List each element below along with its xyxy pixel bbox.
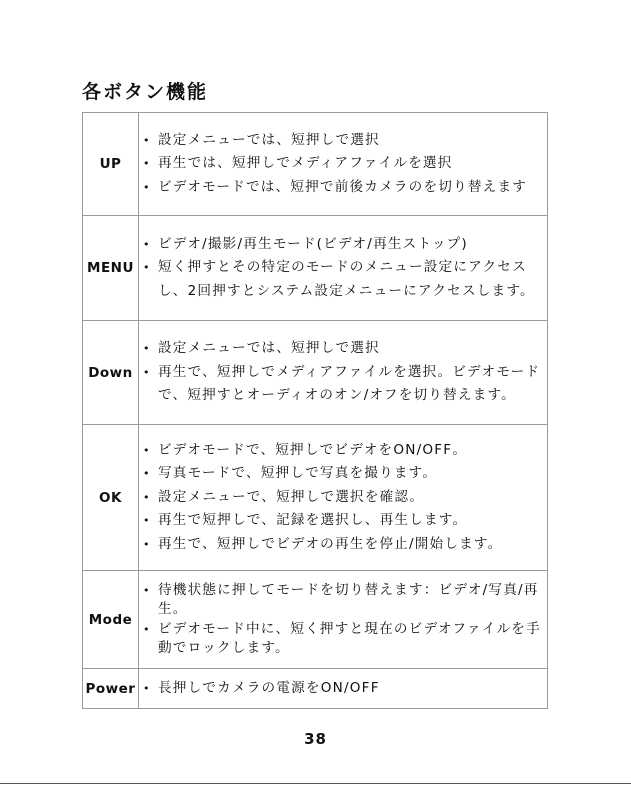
- button-name-power: Power: [83, 669, 139, 709]
- list-item: • ビデオ/撮影/再生モード(ビデオ/再生ストップ): [139, 233, 547, 257]
- table-row: [83, 425, 548, 571]
- list-item: • 設定メニューで、短押しで選択を確認。: [139, 486, 547, 510]
- table-row: [83, 216, 548, 321]
- list-item: • 設定メニューでは、短押しで選択: [139, 129, 547, 153]
- button-name-ok: OK: [83, 425, 139, 571]
- table-row: [83, 321, 548, 425]
- list-item: • 長押しでカメラの電源をON/OFF: [139, 677, 547, 701]
- list-item: • 設定メニューでは、短押しで選択: [139, 337, 547, 361]
- list-item: • 再生で、短押しでメディアファイルを選択。ビデオモードで、短押すとオーディオのオン/オフを切り替えます。: [139, 361, 547, 408]
- function-description: [139, 425, 548, 571]
- button-name-mode: Mode: [83, 571, 139, 669]
- list-item: • 待機状態に押してモードを切り替えます：ビデオ/写真/再生。: [139, 581, 547, 620]
- page-number: 38: [304, 730, 327, 748]
- function-description: [139, 669, 548, 709]
- button-function-table: [82, 112, 548, 709]
- table-row: [83, 113, 548, 216]
- function-description: [139, 571, 548, 669]
- list-item: • 再生で短押しで、記録を選択し、再生します。: [139, 509, 547, 533]
- table-row: [83, 571, 548, 669]
- list-item: • 写真モードで、短押しで写真を撮ります。: [139, 462, 547, 486]
- bottom-divider: [0, 783, 631, 784]
- list-item: • ビデオモードで、短押しでビデオをON/OFF。: [139, 439, 547, 463]
- function-description: [139, 216, 548, 321]
- button-name-down: Down: [83, 321, 139, 425]
- list-item: • 短く押すとその特定のモードのメニュー設定にアクセスし、2回押すとシステム設定メニューにアクセスします。: [139, 256, 547, 303]
- button-name-menu: MENU: [83, 216, 139, 321]
- table-row: [83, 669, 548, 709]
- page-title: 各ボタン機能: [82, 81, 209, 103]
- function-description: [139, 321, 548, 425]
- list-item: • ビデオモード中に、短く押すと現在のビデオファイルを手動でロックします。: [139, 620, 547, 659]
- list-item: • 再生では、短押しでメディアファイルを選択: [139, 152, 547, 176]
- button-name-up: UP: [83, 113, 139, 216]
- list-item: • ビデオモードでは、短押で前後カメラのを切り替えます: [139, 176, 547, 200]
- list-item: • 再生で、短押しでビデオの再生を停止/開始します。: [139, 533, 547, 557]
- function-description: [139, 113, 548, 216]
